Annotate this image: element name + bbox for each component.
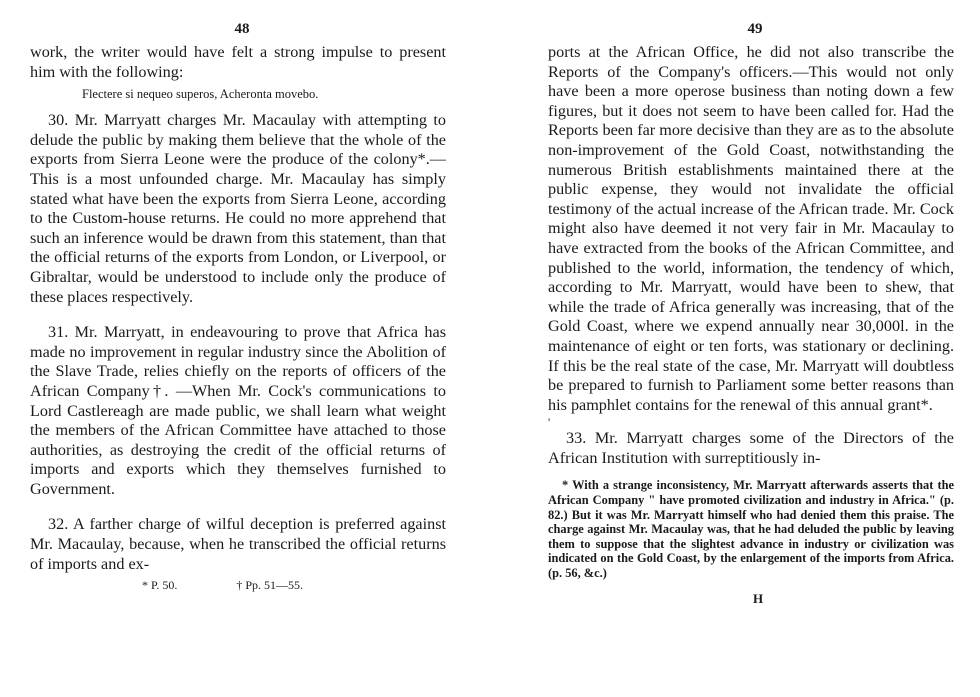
continuation-text: ports at the African Office, he did not also transcribe the Reports of the Company's officers.—This would not only have been a more operose business than noting down a few figures, but it does not seem to have been called for. Had the Reports been far more decisive than they are as to the absolute non-improvement of the Gold Coast, notwithstanding the numerous British establishments maintained there at the public expense, they would not invalidate the official testimony of the actual increase of the African trade. Mr. Cock might also have deemed it not very fair in Mr. Macaulay to have extracted from the books of the African Committee, and published to the world, information, the tendency of which, according to Mr. Marryatt, would have been to shew, that while the trade of Africa generally was increasing, that of the Gold Coast, where we expend annually near 30,000l. in the maintenance of eight or ten forts, was stationary or declining. If this be the real state of the case, Mr. Marryatt will doubtless be prepared to furnish to Parliament some better reasons than his pamphlet contains for the renewal of this annual grant*. [548,43,954,414]
footnote-star: * P. 50. [142,578,178,593]
footnote-dagger: † Pp. 51—55. [236,578,304,593]
right-page [490,0,980,697]
paragraph-30: 30. Mr. Marryatt charges Mr. Macaulay with attempting to delude the public by making them believe that the whole of the exports from Sierra Leone were the produce of the colony*.—This is a most unfounded charge. Mr. Macaulay has simply stated what have been the exports from Sierra Leone, according to the Custom-house returns. He could no more apprehend that such an inference would be drawn from this statement, than that the official returns of the exports from London, or Liverpool, or Gibraltar, would be understood to include only the produce of these places respectively. [30,111,446,306]
page-number: 48 [234,21,250,37]
signature-mark: H [752,590,764,606]
latin-quotation: Flectere si nequeo superos, Acheronta movebo. [82,87,319,102]
footnotes [30,576,446,594]
paragraph-33: 33. Mr. Marryatt charges some of the Directors of the African Institution with surreptitiously in- [548,429,954,467]
footnote: * With a strange inconsistency, Mr. Marryatt afterwards asserts that the African Company " have promoted civilization and industry in Africa." (p. 82.) But it was Mr. Marryatt himself who had denied them this praise. The charge against Mr. Macaulay was, that he had deluded the public by leaving them to suppose that the slightest advance in industry or civilization was indicated on the Gold Coast, by the enlargement of the imports from Africa. (p. 56, &c.) [548,478,954,581]
paragraph-31: 31. Mr. Marryatt, in endeavouring to prove that Africa has made no improvement in regular industry since the Abolition of the Slave Trade, relies chiefly on the reports of officers of the African Company†. —When Mr. Cock's communications to Lord Castlereagh are made public, we shall learn what weight the members of the African Committee have attached to those authorities, as destroying the credit of the official returns of imports and exports which they themselves furnished to Government. [30,323,446,498]
paragraph-32: 32. A farther charge of wilful deception is preferred against Mr. Macaulay, because, when he transcribed the official returns of imports and ex- [30,515,446,573]
page-number: 49 [747,21,763,37]
continuation-text: work, the writer would have felt a strong impulse to present him with the following: [30,43,446,81]
stray-mark: ' [548,415,551,430]
